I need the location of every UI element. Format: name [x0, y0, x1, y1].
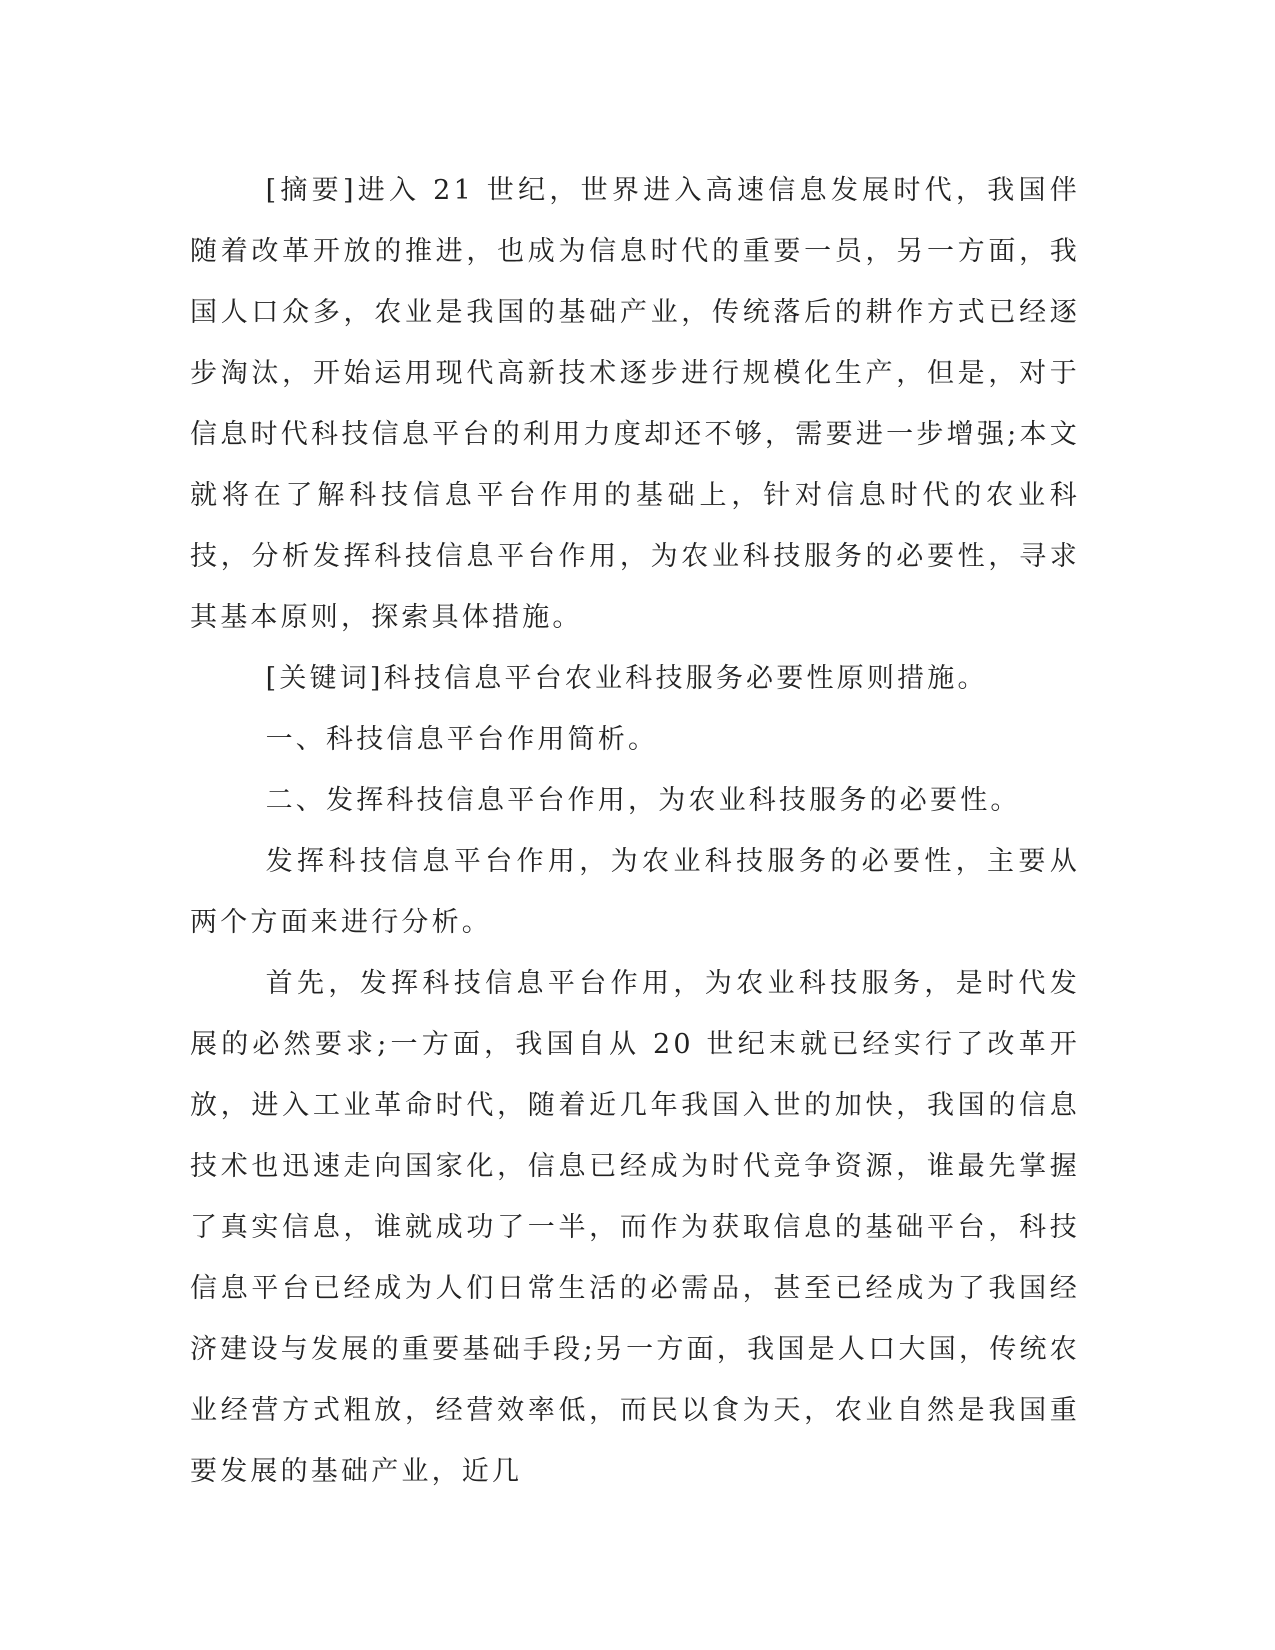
body-paragraph: 首先，发挥科技信息平台作用，为农业科技服务，是时代发展的必然要求;一方面，我国自从 20 世纪末就已经实行了改革开放，进入工业革命时代，随着近几年我国入世的加快，我国的信息技术也迅速走向国家化，信息已经成为时代竞争资源，谁最先掌握了真实信息，谁就成功了一半，而作为获取信息的基础平台，科技信息平台已经成为人们日常生活的必需品，甚至已经成为了我国经济建设与发展的重要基础手段;另一方面，我国是人口大国，传统农业经营方式粗放，经营效率低，而民以食为天，农业自然是我国重要发展的基础产业，近几 — [190, 968, 1080, 1487]
keywords-paragraph: [关键词]科技信息平台农业科技服务必要性原则措施。 — [265, 663, 988, 694]
section-heading-1: 一、科技信息平台作用简析。 — [265, 724, 659, 755]
section-heading-2: 二、发挥科技信息平台作用，为农业科技服务的必要性。 — [265, 785, 1021, 816]
document-page — [190, 160, 1080, 1502]
body-paragraph: 发挥科技信息平台作用，为农业科技服务的必要性，主要从两个方面来进行分析。 — [190, 846, 1080, 938]
abstract-paragraph: [摘要]进入 21 世纪，世界进入高速信息发展时代，我国伴随着改革开放的推进，也成为信息时代的重要一员，另一方面，我国人口众多，农业是我国的基础产业，传统落后的耕作方式已经逐步淘汰，开始运用现代高新技术逐步进行规模化生产，但是，对于信息时代科技信息平台的利用力度却还不够，需要进一步增强;本文就将在了解科技信息平台作用的基础上，针对信息时代的农业科技，分析发挥科技信息平台作用，为农业科技服务的必要性，寻求其基本原则，探索具体措施。 — [190, 175, 1080, 633]
